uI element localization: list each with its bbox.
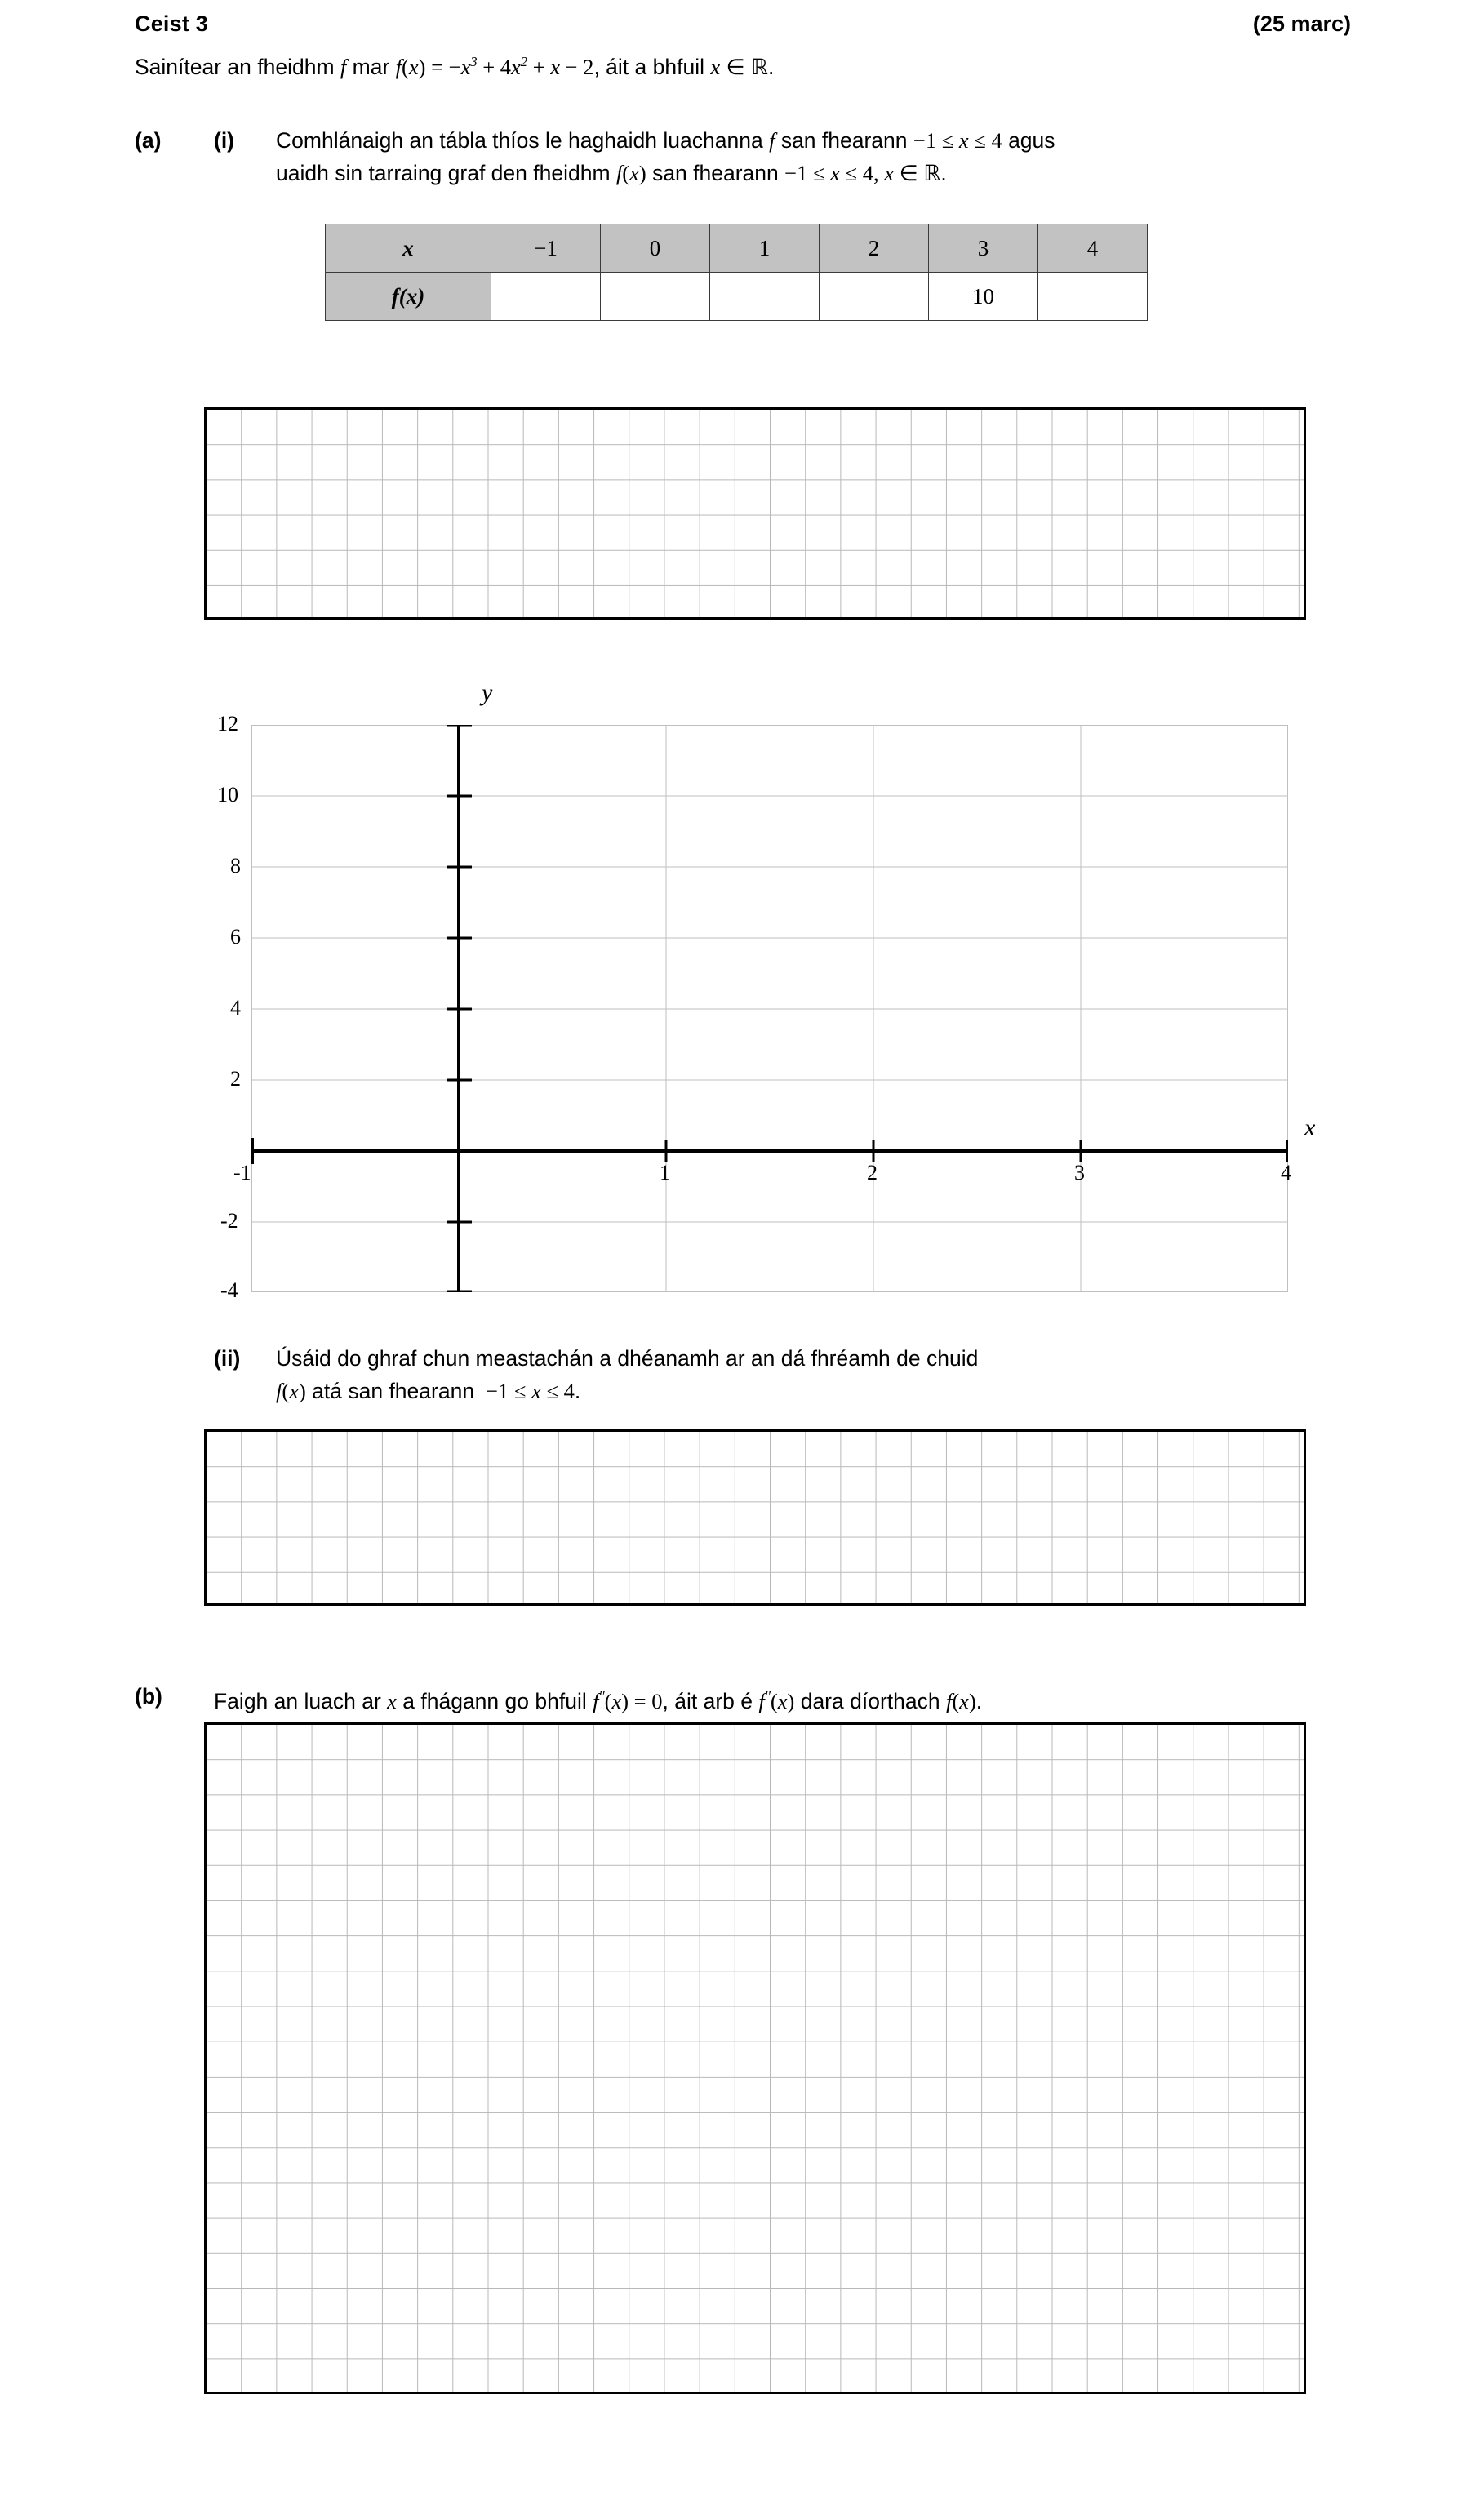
y-tick-label-12: 12 xyxy=(217,712,238,735)
coordinate-graph[interactable] xyxy=(217,679,1316,1302)
y-tick-label-8: 8 xyxy=(230,854,241,878)
table-row-fx xyxy=(326,273,1148,321)
part-a-ii-text-line1: Úsáid do ghraf chun meastachán a dhéanamh ar an dá fhréamh de chuid xyxy=(276,1346,979,1371)
answer-grid-a-i[interactable] xyxy=(204,407,1306,620)
x-tick-label-3: 3 xyxy=(1074,1161,1085,1184)
y-axis-label: y xyxy=(482,679,493,706)
table-rowlabel-fx: f(x) xyxy=(326,273,491,321)
question-stem xyxy=(135,46,774,84)
stem-function-symbol: f xyxy=(340,54,347,79)
table-cell-fx-2[interactable] xyxy=(710,273,820,321)
part-a-label: (a) xyxy=(135,128,162,153)
y-tick-label-10: 10 xyxy=(217,783,238,807)
table-rowlabel-x: x xyxy=(326,224,491,273)
marks-allocation: (25 marc) xyxy=(1252,11,1351,36)
y-tick-label-2: 2 xyxy=(230,1067,241,1091)
table-row-x xyxy=(326,224,1148,273)
x-axis-label: x xyxy=(1304,1114,1316,1141)
answer-grid-b[interactable] xyxy=(204,1722,1306,2394)
table-cell-fx-4[interactable]: 10 xyxy=(929,273,1038,321)
x-tick-label-1: 1 xyxy=(660,1161,670,1184)
question-title: Ceist 3 xyxy=(135,11,208,36)
x-tick-label-4: 4 xyxy=(1281,1161,1291,1184)
table-cell-fx-0[interactable] xyxy=(491,273,601,321)
part-a-ii-text-line2: f(x) atá san fhearann −1 ≤ x ≤ 4. xyxy=(276,1379,581,1403)
values-table xyxy=(325,224,1148,321)
x-tick-label-2: 2 xyxy=(867,1161,878,1184)
y-tick-label--2: -2 xyxy=(220,1209,238,1233)
table-cell-x-1: 0 xyxy=(601,224,710,273)
page-header xyxy=(135,11,1351,44)
table-cell-fx-5[interactable] xyxy=(1038,273,1148,321)
table-cell-x-2: 1 xyxy=(710,224,820,273)
x-tick-label--1: -1 xyxy=(233,1161,251,1184)
stem-text-after: , áit a bhfuil x ∈ ℝ. xyxy=(593,54,775,80)
y-tick-label-6: 6 xyxy=(230,925,241,949)
part-a-i-label: (i) xyxy=(214,128,235,153)
answer-grid-a-ii[interactable] xyxy=(204,1429,1306,1606)
stem-text-before: Sainítear an fheidhm xyxy=(135,54,340,79)
table-cell-fx-1[interactable] xyxy=(601,273,710,321)
stem-formula: $f(x) = -x^3 + 4x^2 + x - 2$ xyxy=(395,54,594,79)
table-cell-x-5: 4 xyxy=(1038,224,1148,273)
table-cell-x-3: 2 xyxy=(820,224,929,273)
part-b-label: (b) xyxy=(135,1684,162,1709)
part-a-i-text-line1: Comhlánaigh an tábla thíos le haghaidh luachanna f san fhearann −1 ≤ x ≤ 4 agus xyxy=(276,128,1055,153)
stem-text-mid: mar xyxy=(346,54,396,79)
y-tick-label-4: 4 xyxy=(230,996,241,1020)
table-cell-x-4: 3 xyxy=(929,224,1038,273)
part-b-text: Faigh an luach ar x a fhágann go bhfuil f′′(x) = 0, áit arb é f′′(x) dara díorthach f(x). xyxy=(214,1688,983,1713)
y-tick-label--4: -4 xyxy=(220,1278,238,1302)
part-a-i-text-line2: uaidh sin tarraing graf den fheidhm f(x) san fhearann −1 ≤ x ≤ 4, x ∈ ℝ. xyxy=(276,161,947,186)
part-a-ii-label: (ii) xyxy=(214,1346,241,1371)
table-cell-fx-3[interactable] xyxy=(820,273,929,321)
graph-svg xyxy=(251,725,1288,1292)
table-cell-x-0: −1 xyxy=(491,224,601,273)
